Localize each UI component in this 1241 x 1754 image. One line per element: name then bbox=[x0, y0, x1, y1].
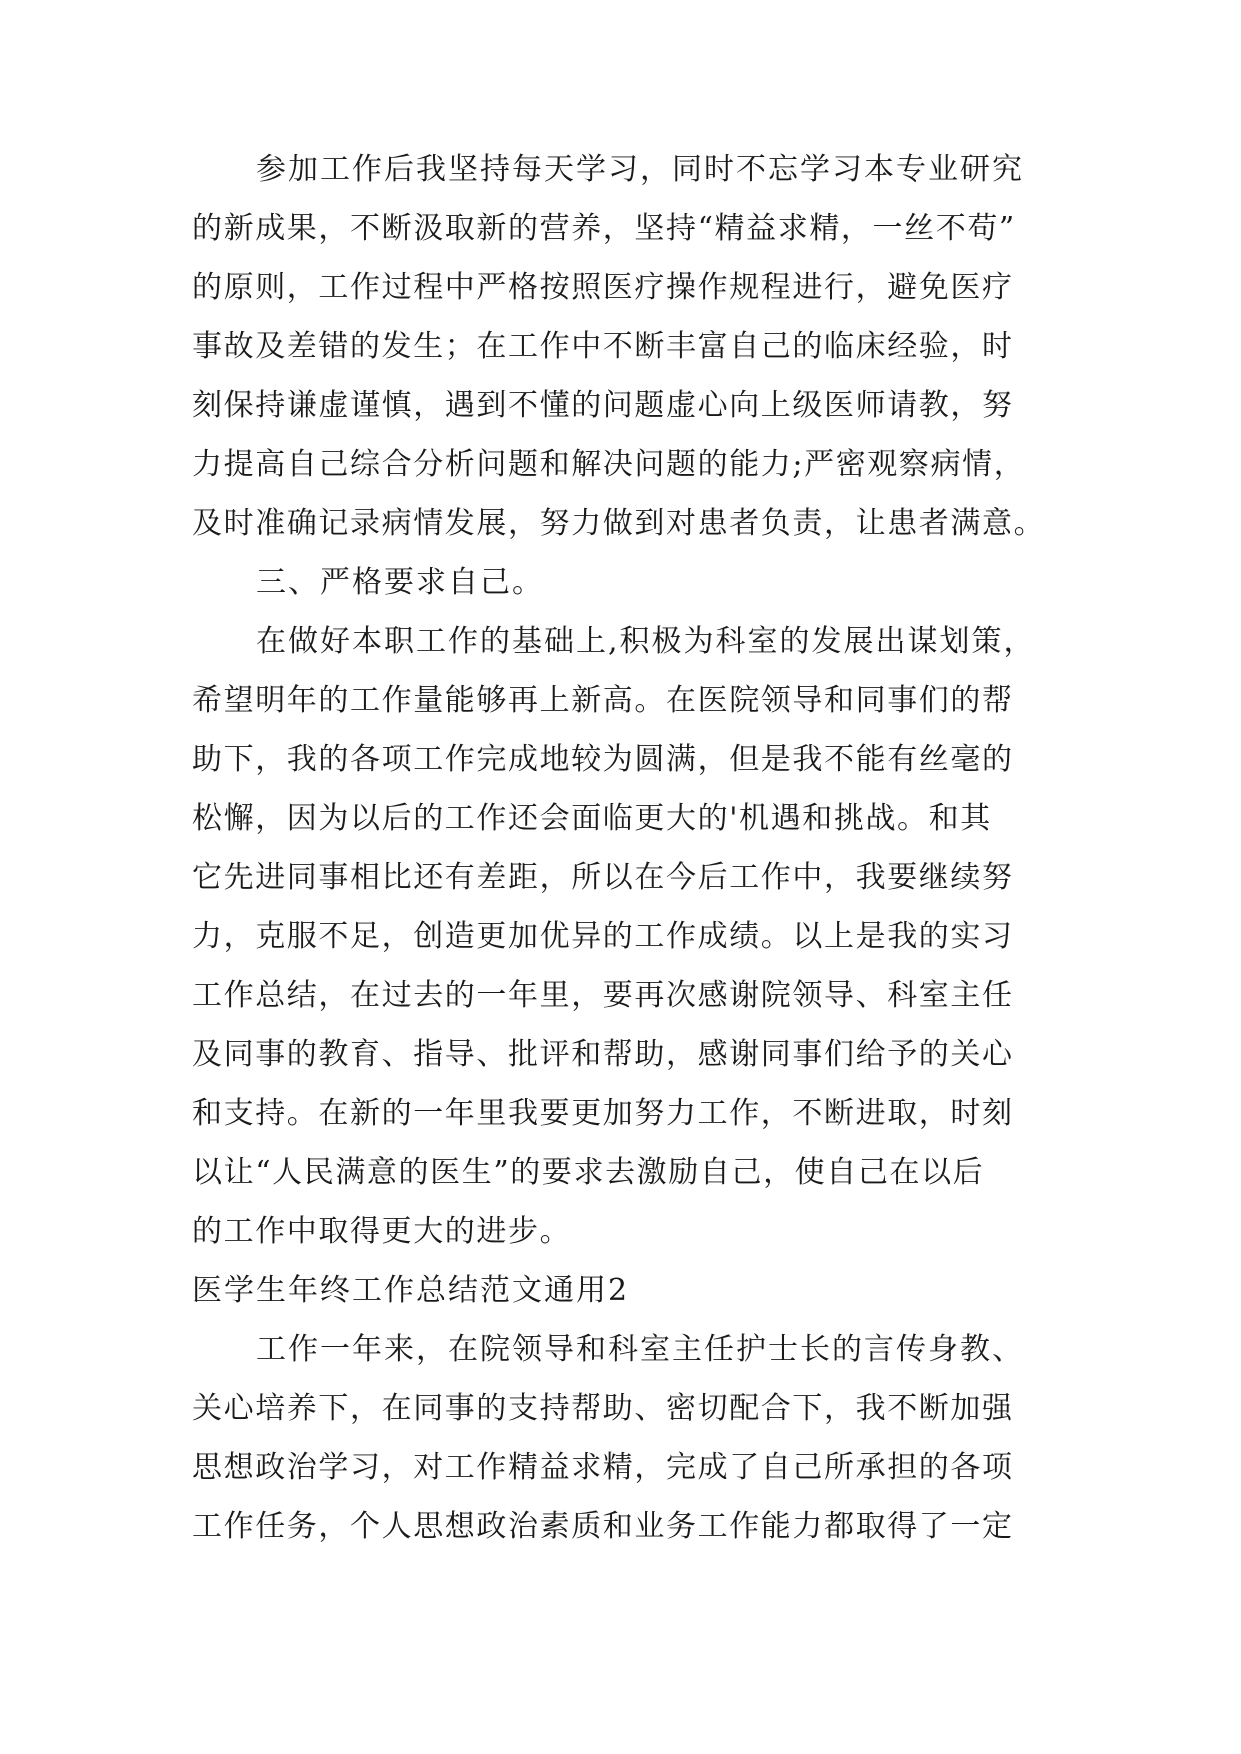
paragraph-line: 以让“人民满意的医生”的要求去激励自己，使自己在以后 bbox=[192, 1155, 985, 1190]
paragraph-line: 它先进同事相比还有差距，所以在今后工作中，我要继续努 bbox=[192, 860, 1014, 895]
paragraph-line: 松懈，因为以后的工作还会面临更大的'机遇和挑战。和其 bbox=[192, 801, 992, 836]
paragraph-line: 刻保持谦虚谨慎，遇到不懂的问题虚心向上级医师请教，努 bbox=[192, 388, 1014, 423]
paragraph-line: 希望明年的工作量能够再上新高。在医院领导和同事们的帮 bbox=[192, 683, 1014, 718]
paragraph-line: 工作一年来，在院领导和科室主任护士长的言传身教、 bbox=[256, 1332, 1024, 1367]
paragraph-line: 力提高自己综合分析问题和解决问题的能力;严密观察病情， bbox=[192, 447, 1026, 482]
paragraph-line: 和支持。在新的一年里我要更加努力工作，不断进取，时刻 bbox=[192, 1096, 1014, 1131]
paragraph-line: 力，克服不足，创造更加优异的工作成绩。以上是我的实习 bbox=[192, 919, 1014, 954]
document-title: 医学生年终工作总结范文通用2 bbox=[192, 1273, 630, 1308]
paragraph-line: 的新成果，不断汲取新的营养，坚持“精益求精，一丝不苟” bbox=[192, 211, 1016, 246]
paragraph-line: 的工作中取得更大的进步。 bbox=[192, 1214, 572, 1249]
paragraph-line: 在做好本职工作的基础上,积极为科室的发展出谋划策， bbox=[256, 624, 1036, 659]
paragraph-line: 关心培养下，在同事的支持帮助、密切配合下，我不断加强 bbox=[192, 1391, 1014, 1426]
paragraph-line: 工作总结，在过去的一年里，要再次感谢院领导、科室主任 bbox=[192, 978, 1014, 1013]
section-heading: 三、严格要求自己。 bbox=[256, 565, 544, 600]
paragraph-line: 工作任务，个人思想政治素质和业务工作能力都取得了一定 bbox=[192, 1509, 1014, 1544]
paragraph-line: 思想政治学习，对工作精益求精，完成了自己所承担的各项 bbox=[192, 1450, 1014, 1485]
paragraph-line: 及时准确记录病情发展，努力做到对患者负责，让患者满意。 bbox=[192, 506, 1046, 541]
paragraph-line: 参加工作后我坚持每天学习，同时不忘学习本专业研究 bbox=[256, 152, 1024, 187]
paragraph-line: 的原则，工作过程中严格按照医疗操作规程进行，避免医疗 bbox=[192, 270, 1014, 305]
paragraph-line: 事故及差错的发生；在工作中不断丰富自己的临床经验，时 bbox=[192, 329, 1014, 364]
paragraph-line: 及同事的教育、指导、批评和帮助，感谢同事们给予的关心 bbox=[192, 1037, 1014, 1072]
paragraph-line: 助下，我的各项工作完成地较为圆满，但是我不能有丝毫的 bbox=[192, 742, 1014, 777]
